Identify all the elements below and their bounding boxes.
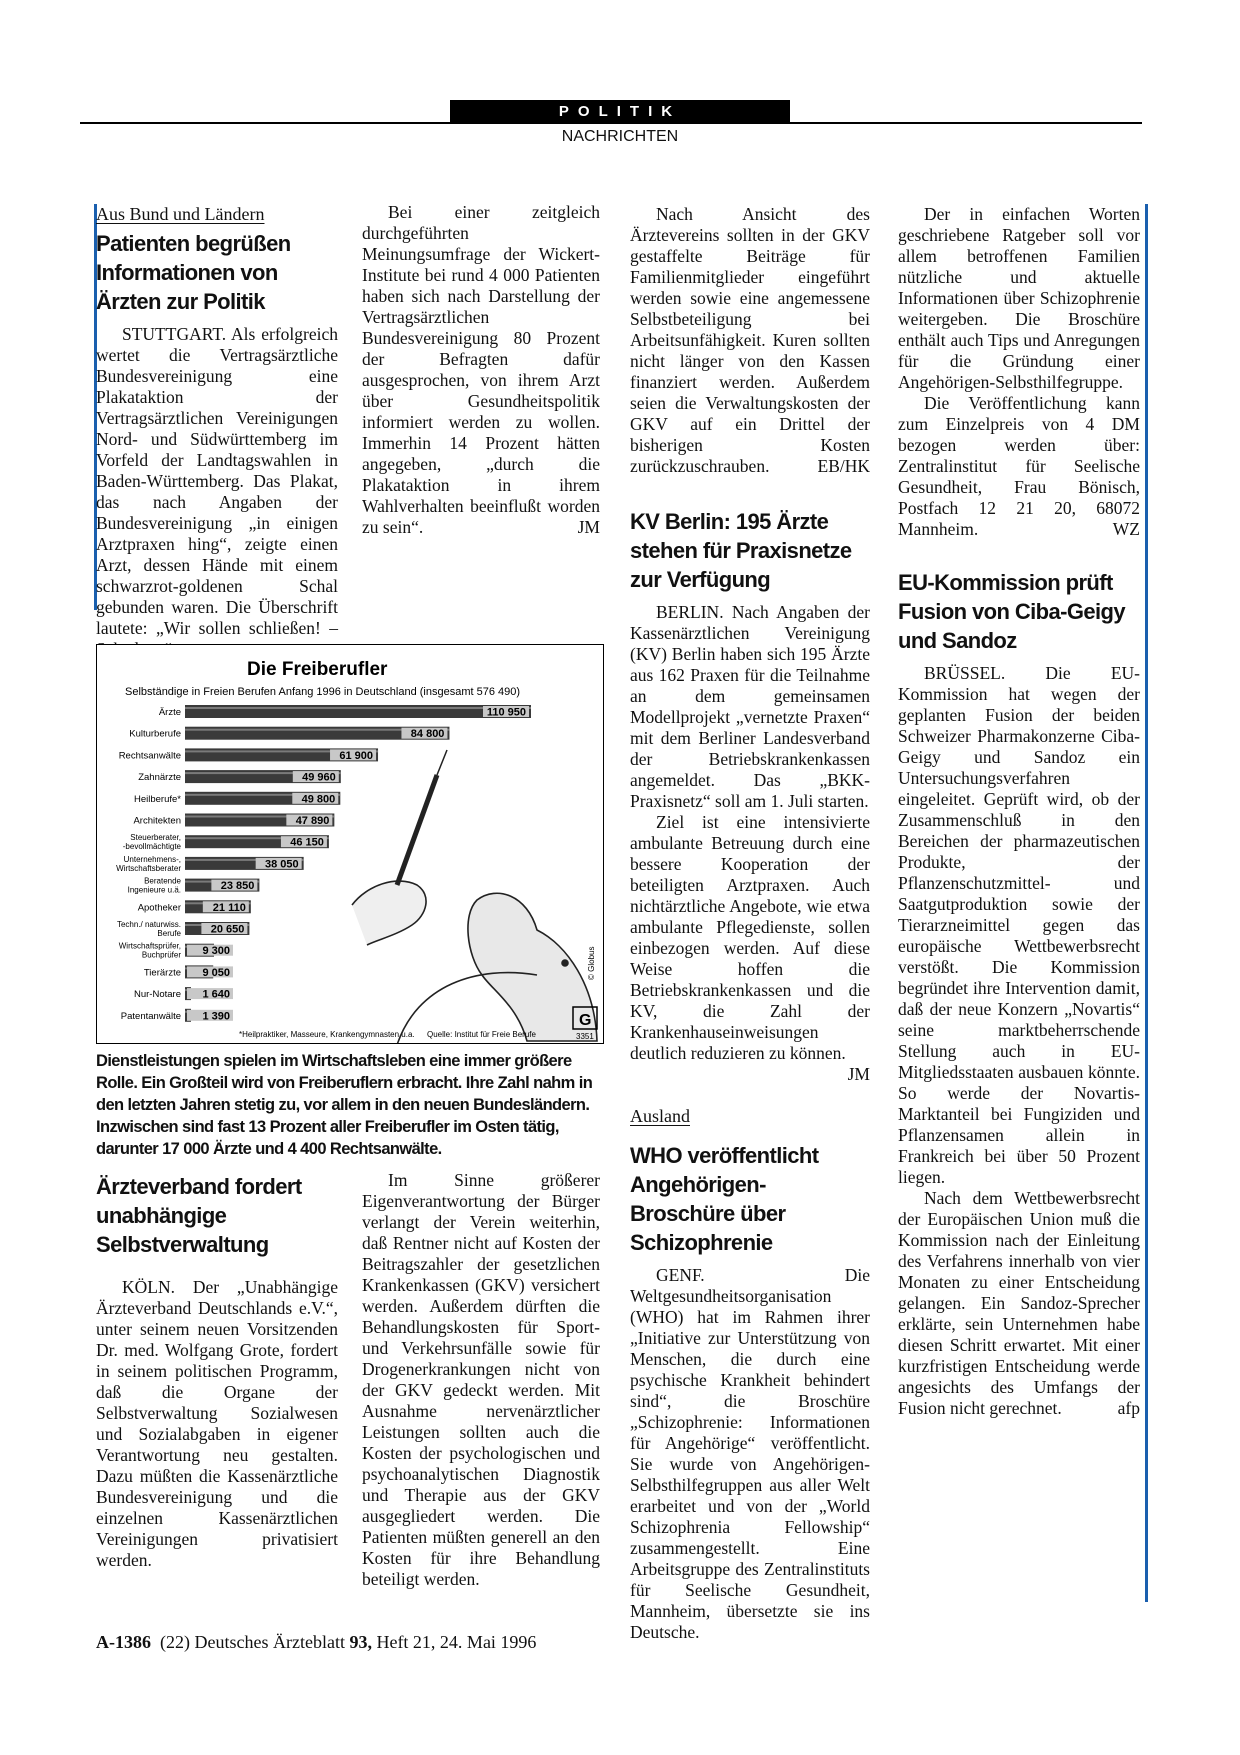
chart-source: Quelle: Institut für Freie Berufe — [427, 1030, 536, 1039]
kicker-bund-laender: Aus Bund und Ländern — [96, 204, 265, 224]
article-aerzteverband-cont — [362, 1170, 600, 1590]
bar-value-label: 84 800 — [410, 728, 445, 741]
bar-category-label: Wirtschaftsprüfer, — [118, 941, 181, 951]
bar — [185, 705, 531, 718]
column-four — [898, 204, 1140, 1419]
issue-page: (22) — [160, 1632, 190, 1652]
chart-caption: Dienstleistungen spielen im Wirtschaftsleben eine immer größere Rolle. Ein Großteil wird von Freiberuflern erbracht. Ihre Zahl nahm in den letzten Jahren stetig zu, vor allem in den neuen Bundesländern. Inzwischen sind fast 13 Prozent aller Freiberufler im Osten tätig, darunter 17 000 Ärzte und 4 400 Rechtsanwälte. — [96, 1052, 593, 1158]
bar-category-label: Steuerberater, — [130, 833, 181, 843]
bar-value-label: 49 960 — [302, 771, 336, 784]
bar-value-label: 20 650 — [210, 923, 245, 936]
article-text: GENF. Die Weltgesundheitsorganisation (WHO) hat im Rahmen ihrer „Initiative zur Unterstützung von Menschen, die durch eine psychische Krankheit behindert sind“, die Broschüre „Schizophrenie: Informationen für Angehörige“ veröffentlicht. Sie wurde von Angehörigen-Selbsthilfegruppen aus aller Welt erarbeitet und von der „World Schizophrenia Fellowship“ zusammengestellt. Eine Arbeitsgruppe des Zentralinstituts für Seelische Gesundheit, Mannheim, übersetzte sie ins Deutsche. — [630, 1265, 870, 1642]
headline-patienten: Patienten begrüßen Informationen von Ärzten zur Politik — [96, 231, 291, 314]
article-text: Im Sinne größerer Eigenverantwortung der Bürger verlangt der Verein weiterhin, daß Rentner nicht auf Kosten der Beitragszahler der gesetzlichen Krankenkassen (GKV) versichert werden. Außerdem dürften die Behandlungskosten für Sport- und Verkehrsunfälle sowie für Drogenerkrankungen nicht von der GKV gedeckt werden. Mit Ausnahme nervenärztlicher Leistungen sollten auch die Kosten der psychologischen und psychoanalytischen Diagnostik und Therapie aus der GKV ausgegliedert werden. Die Patienten müßten generell an den Kosten für ihre Behandlung beteiligt werden. — [362, 1170, 600, 1589]
bar-value-label: 38 050 — [265, 858, 299, 871]
article-text: STUTTGART. Als erfolgreich wertet die Vertragsärztliche Bundesvereinigung eine Plakataktion der Vertragsärztlichen Vereinigungen Nord- und Südwürttemberg im Vorfeld der Landtagswahlen in Baden-Württemberg. Das Plakat, das nach Angaben der Bundesvereinigung „in einigen Arztpraxen hing“, zeigte einen Arzt, dessen Hände mit einem schwarzrot-goldenen Schal gebunden waren. Die Überschrift lautete: „Wir sollen schließen! – — [96, 324, 338, 638]
chart-number: 3351 — [576, 1032, 594, 1041]
article-paragraph — [898, 393, 1140, 540]
bar-category-label: Ärzte — [158, 707, 181, 718]
volume: 93, — [349, 1632, 372, 1652]
article-text: Nach dem Wettbewerbsrecht der Europäischen Union muß die Kommission nach der Einleitung des Verfahrens innerhalb von vier Monaten zu einer Entscheidung gelangen. Ein Sandoz-Sprecher erklärte, sein Unternehmen habe diesen Schritt erwartet. Mit einer kurzfristigen Entscheidung werde angesichts des Umfangs der Fusion nicht gerechnet. — [898, 1188, 1140, 1418]
article-paragraph — [362, 202, 600, 538]
article-text: Ziel ist eine intensivierte ambulante Betreuung durch eine bessere Kooperation der beteiligten Arztpraxen. Auch nichtärztliche Angebote, wie etwa ambulante Pflegedienste, sollen einbezogen werden. Auf diese Weise hoffen die Betriebskrankenkassen und die KV, die Zahl der Krankenhauseinweisungen deutlich reduzieren zu können. — [630, 812, 870, 1063]
article-paragraph — [630, 1265, 870, 1643]
article-text: KÖLN. Der „Unabhängige Ärzteverband Deutschlands e.V.“, unter seinem neuen Vorsitzenden Dr. med. Wolfgang Grote, fordert in seinem politischen Programm, daß die Organe der Selbstverwaltung Sozialwesen und Sozialabgaben in eigener Verantwortung neu gestalten. Dazu müßten die Kassenärztliche Bundesvereinigung und die einzelnen Kassenärztlichen Vereinigungen privatisiert werden. — [96, 1277, 338, 1570]
bar-value-label: 110 950 — [486, 706, 526, 719]
bar-category-label: Zahnärzte — [138, 772, 181, 784]
article-text: Der in einfachen Worten geschriebene Ratgeber soll vor allem betroffenen Familien nützliche und aktuelle Informationen über Schizophrenie weitergeben. Die Broschüre enthält auch Tips und Anregungen für die Gründung einer Angehörigen-Selbsthilfegruppe. — [898, 204, 1140, 392]
article-text: BRÜSSEL. Die EU-Kommission hat wegen der geplanten Fusion der beiden Schweizer Pharmakonzerne Ciba-Geigy und Sandoz ein Untersuchungsverfahren eingeleitet. Geprüft wird, ob der Zusammenschluß in den Bereichen der pharmazeutischen Produkte, der Pflanzenschutzmittel- und Saatgutproduktion sowie der Tierarzneimittel gegen das europäische Wettbewerbsrecht verstößt. Die Kommission begründet ihre Intervention damit, daß der neue Konzern „Novartis“ seine marktbeherrschende Stellung auch in EU-Mitgliedsstaaten ausbauen könnte. So werde der Novartis-Marktanteil bei Fungiziden und Pflanzensamen allein in Frankreich bei über 50 Prozent liegen. — [898, 663, 1140, 1187]
article-text: Nach Ansicht des Ärztevereins sollten in der GKV gestaffelte Beiträge für Familienmitglieder eingeführt werden sowie eine angemessene Selbstbeteiligung bei Arbeitsunfähigkeit. Kuren sollten nicht länger von den Kassen finanziert werden. Außerdem seien die Verwaltungskosten der GKV auf ein Drittel der bisherigen Kosten zurückzuschrauben. — [630, 204, 870, 476]
journal-name: Deutsches Ärzteblatt — [194, 1632, 345, 1652]
globus-logo-letter: G — [579, 1012, 592, 1029]
bar-value-label: 49 800 — [301, 793, 336, 806]
bar-category-label: Patentanwälte — [120, 1010, 181, 1022]
bar-value-label: 46 150 — [290, 836, 324, 849]
bar-category-label: Nur-Notare — [134, 989, 181, 1001]
margin-bar-right — [1145, 204, 1148, 1602]
article-paragraph — [96, 324, 338, 660]
author-signature: WZ — [1112, 519, 1140, 539]
article-paragraph — [898, 663, 1140, 1188]
bar-value-label: 21 110 — [212, 901, 246, 914]
bar-value-label: 23 850 — [220, 880, 255, 893]
article-aerzteverband — [96, 1168, 338, 1571]
bar-value-label: 47 890 — [295, 815, 330, 827]
bar-value-label: 61 900 — [339, 749, 374, 762]
bar-value-label: 1 640 — [202, 988, 230, 1001]
article-text: Die Veröffentlichung kann zum Einzelpreis von 4 DM bezogen werden über: Zentralinstitut für Seelische Gesundheit, Frau Bönisch, Postfach 12 21 20, 68072 Mannheim. — [898, 393, 1140, 539]
bar-category-label: -bevollmächtigte — [122, 842, 181, 852]
author-signature: EB/HK — [817, 456, 870, 476]
section-title: POLITIK — [450, 100, 790, 123]
bar-value-label: 9 050 — [202, 966, 230, 979]
headline-aerzteverband: Ärzteverband fordert unabhängige Selbstverwaltung — [96, 1174, 302, 1257]
headline-kv-berlin: KV Berlin: 195 Ärzte stehen für Praxisnetze zur Verfügung — [630, 509, 852, 592]
chart-title: Die Freiberufler — [247, 659, 388, 680]
bar-category-label: Unternehmens-, — [123, 854, 181, 864]
article-paragraph — [898, 204, 1140, 393]
bar-category-label: Tierärzte — [143, 967, 181, 979]
chart-canvas — [97, 645, 603, 1043]
bar-category-label: Architekten — [133, 815, 181, 827]
article-paragraph — [630, 204, 870, 477]
chart-footnote: *Heilpraktiker, Masseure, Krankengymnasten u.a. — [239, 1030, 415, 1039]
chart-subtitle: Selbständige in Freien Berufen Anfang 1996 in Deutschland (insgesamt 576 490) — [125, 686, 521, 698]
article-paragraph — [630, 812, 870, 1084]
article-paragraph — [630, 602, 870, 812]
bar-category-label: Rechtsanwälte — [118, 750, 181, 762]
column-three — [630, 204, 870, 1643]
bar-category-label: Beratende — [144, 876, 181, 886]
headline-who: WHO veröffentlicht Angehörigen-Broschüre über Schizophrenie — [630, 1143, 819, 1255]
section-subtitle: NACHRICHTEN — [561, 128, 679, 145]
headline-eu-kommission: EU-Kommission prüft Fusion von Ciba-Geigy und Sandoz — [898, 570, 1125, 653]
article-text: BERLIN. Nach Angaben der Kassenärztlichen Vereinigung (KV) Berlin haben sich 195 Ärzte aus 162 Praxen für die Teilnahme an dem gemeinsamen Modellprojekt „vernetzte Praxen“ mit dem Berliner Landesverband der Betriebskrankenkassen angemeldet. Das „BKK-Praxisnetz“ soll am 1. Juli starten. — [630, 602, 870, 811]
article-paragraph — [96, 1277, 338, 1571]
article-patienten-cont — [362, 202, 600, 538]
author-signature: JM — [577, 517, 600, 537]
bar-value-label: 1 390 — [202, 1010, 230, 1023]
bar-highlight — [185, 707, 531, 709]
bar-category-label: Heilberufe* — [134, 793, 181, 805]
bar-category-label: Berufe — [157, 929, 181, 938]
article-text: Bei einer zeitgleich durchgeführten Meinungsumfrage der Wickert-Institute bei rund 4 000 Patienten haben sich nach Darstellung der Vertragsärztlichen Bundesvereinigung 80 Prozent der Befragten dafür ausgesprochen, von ihrem Arzt über Gesundheitspolitik informiert werden zu wollen. Immerhin 14 Prozent hätten angegeben, „durch die Plakataktion in ihrem Wahlverhalten beeinflußt worden zu sein“. — [362, 202, 600, 537]
article-patienten — [96, 204, 338, 660]
article-paragraph — [898, 1188, 1140, 1419]
bar-category-label: Ingenieure u.ä. — [127, 885, 181, 895]
kicker-ausland: Ausland — [630, 1106, 690, 1126]
page-number: A-1386 — [96, 1632, 151, 1652]
bar-category-label: Kulturberufe — [129, 728, 181, 740]
author-signature: JM — [847, 1064, 870, 1084]
bar-category-label: Techn./ naturwiss. — [116, 920, 181, 929]
bar-value-label: 9 300 — [202, 945, 230, 958]
bar-category-label: Buchprüfer — [141, 950, 181, 960]
page-footer — [96, 1632, 536, 1653]
author-signature: afp — [1117, 1398, 1140, 1418]
article-paragraph — [362, 1170, 600, 1590]
freiberufler-chart — [96, 644, 604, 1044]
chart-credit: © Globus — [587, 946, 596, 980]
bar-group — [116, 705, 531, 1022]
bar-category-label: Apotheker — [137, 902, 181, 914]
issue-date: Heft 21, 24. Mai 1996 — [376, 1632, 537, 1652]
bar-category-label: Wirtschaftsberater — [116, 863, 181, 873]
illustration — [352, 750, 597, 1043]
